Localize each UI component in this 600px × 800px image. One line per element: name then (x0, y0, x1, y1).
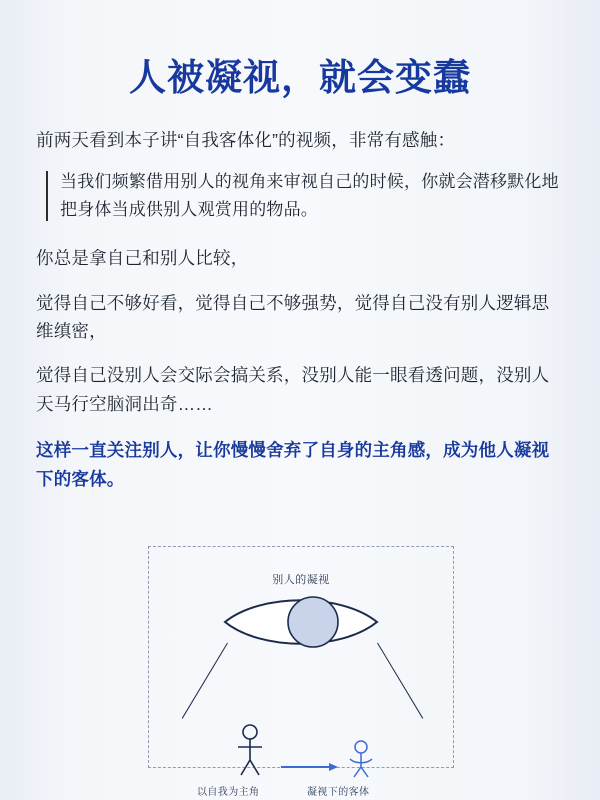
illustration-figure (148, 546, 454, 798)
emphasis-paragraph: 这样一直关注别人，让你慢慢舍弃了自身的主角感，成为他人凝视下的客体。 (36, 440, 550, 489)
slumped-person-icon (345, 739, 377, 784)
gaze-ray-left (182, 643, 228, 719)
body-paragraph-1: 你总是拿自己和别人比较， (36, 248, 249, 269)
body-paragraph-2: 觉得自己不够好看，觉得自己不够强势，觉得自己没有别人逻辑思维缜密， (36, 292, 550, 342)
body-paragraph-3: 觉得自己没别人会交际会搞关系，没别人能一眼看透问题，没别人天马行空脑洞出奇…… (36, 365, 550, 414)
figure-caption-top: 别人的凝视 (272, 574, 330, 586)
figure-label-right: 凝视下的客体 (307, 787, 370, 798)
blockquote: 当我们频繁借用别人的视角来审视自己的时候，你就会潜移默化地把身体当成供别人观赏用的物品。 (46, 168, 564, 224)
figure-label-left: 以自我为主角 (197, 787, 260, 798)
intro-paragraph: 前两天看到本子讲“自我客体化”的视频，非常有感触： (36, 129, 456, 150)
standing-person-icon (233, 723, 267, 782)
eye-icon (221, 591, 381, 658)
gaze-ray-right (377, 643, 423, 719)
arrow-right-icon (281, 759, 339, 769)
page-title: 人被凝视，就会变蠢 (129, 57, 471, 98)
